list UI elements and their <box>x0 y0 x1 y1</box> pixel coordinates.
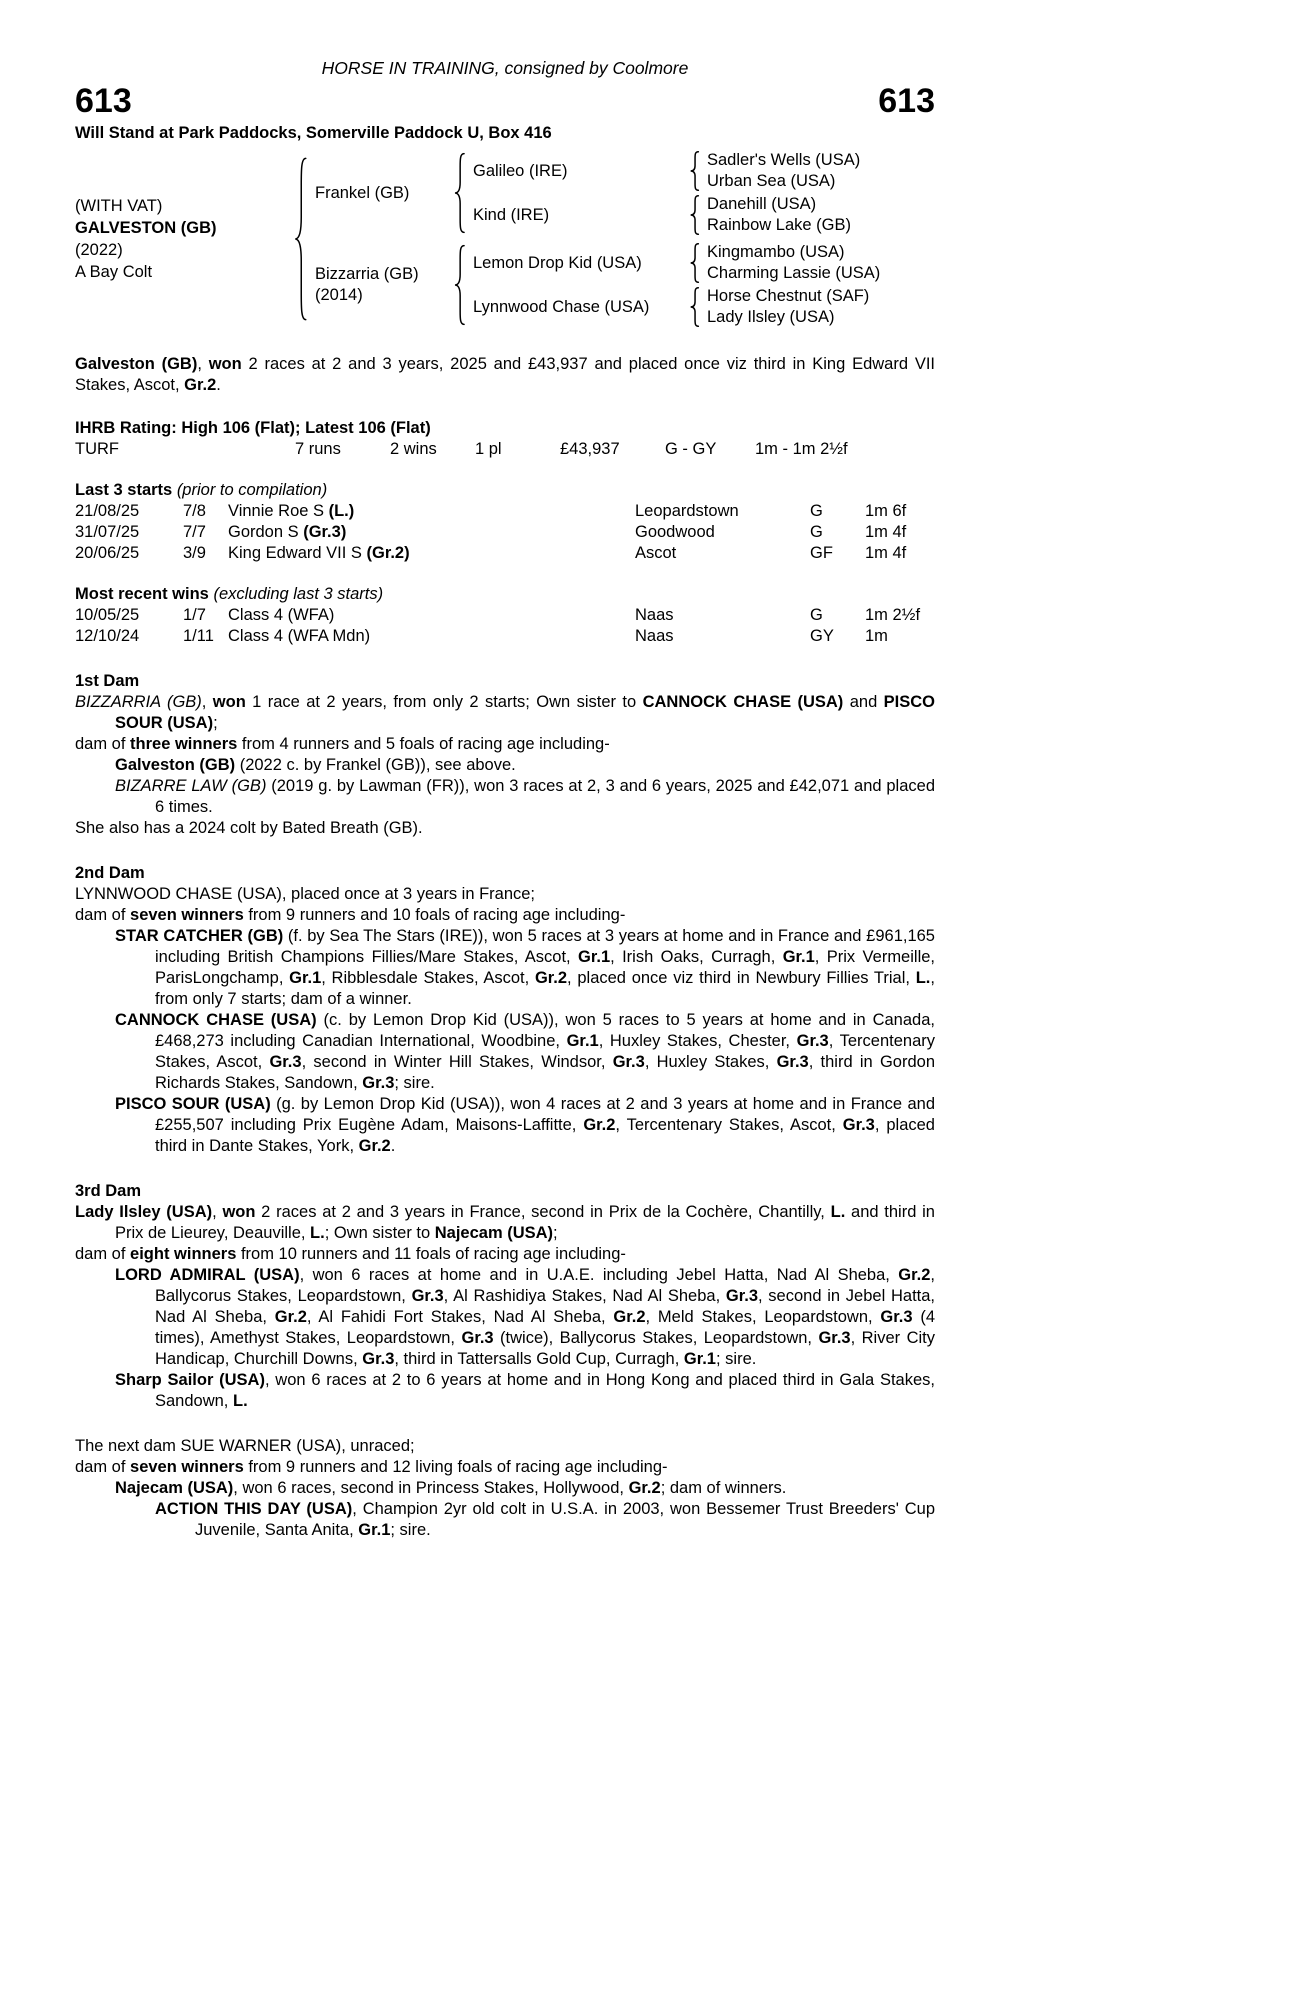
brace-icon <box>689 243 700 283</box>
race-going: GY <box>810 627 834 645</box>
dam-dam-name: Lynnwood Chase (USA) <box>473 297 650 316</box>
race-distance: 1m 4f <box>865 523 907 541</box>
dam1-intro: BIZZARRIA (GB), won 1 race at 2 years, from only 2 starts; Own sister to CANNOCK CHASE (USA) and PISCO SOUR (USA); <box>75 693 935 732</box>
great-grandparent-name: Charming Lassie (USA) <box>707 264 881 282</box>
horse-year: (2022) <box>75 241 123 259</box>
section-subtitle: (excluding last 3 starts) <box>213 585 384 603</box>
third-dam-section <box>75 1181 935 1412</box>
dam-year: (2014) <box>315 286 363 304</box>
earnings: £43,937 <box>560 440 620 458</box>
turf-summary-row <box>75 439 935 460</box>
ihrb-rating-line: IHRB Rating: High 106 (Flat); Latest 106 (Flat) <box>75 419 431 437</box>
places-count: 1 pl <box>475 440 502 458</box>
race-date: 31/07/25 <box>75 523 140 541</box>
race-distance: 1m 4f <box>865 544 907 562</box>
race-name: Class 4 (WFA Mdn) <box>228 627 371 645</box>
section-title: 2nd Dam <box>75 864 145 882</box>
offspring-galveston: Galveston (GB) (2022 c. by Frankel (GB)), see above. <box>115 756 516 774</box>
dam-name <box>315 264 453 306</box>
race-row <box>75 605 935 626</box>
great-grandparents <box>707 286 935 328</box>
great-grandparent-name: Urban Sea (USA) <box>707 172 836 190</box>
offspring-action-this-day: ACTION THIS DAY (USA), Champion 2yr old colt in U.S.A. in 2003, won Bessemer Trust Breeders' Cup Juvenile, Santa Anita, Gr.1; sire. <box>155 1500 935 1539</box>
brace-icon <box>453 152 466 234</box>
great-grandparent-name: Lady Ilsley (USA) <box>707 308 835 326</box>
race-going: G <box>810 523 823 541</box>
dam1-produce-note: dam of three winners from 4 runners and 5 foals of racing age including- <box>75 735 610 753</box>
horse-details <box>75 195 293 283</box>
wins-count: 2 wins <box>390 440 437 458</box>
race-distance: 1m 6f <box>865 502 907 520</box>
offspring-cannock-chase: CANNOCK CHASE (USA) (c. by Lemon Drop Kid (USA)), won 5 races to 5 years at home and in Canada, £468,273 including Canadian International, Woodbine, Gr.1, Huxley Stakes, Chester, Gr.3, Tercentenary Stakes, Ascot, Gr.3, second in Winter Hill Stakes, Windsor, Gr.3, Huxley Stakes, Gr.3, third in Gordon Richards Stakes, Sandown, Gr.3; sire. <box>115 1011 935 1092</box>
brace-icon <box>689 287 700 327</box>
race-venue: Naas <box>635 627 674 645</box>
next-dam-intro: The next dam SUE WARNER (USA), unraced; <box>75 1437 415 1455</box>
race-going: G <box>810 502 823 520</box>
brace-icon <box>689 151 700 191</box>
sire-name: Frankel (GB) <box>315 183 410 202</box>
great-grandparents <box>707 194 935 236</box>
distance-range: 1m - 1m 2½f <box>755 440 848 458</box>
dam-grandparents <box>473 242 935 328</box>
race-going: G <box>810 606 823 624</box>
dam3-intro: Lady Ilsley (USA), won 2 races at 2 and 3 years in France, second in Prix de la Cochère, Chantilly, L. and third in Prix de Lieurey, Deauville, L.; Own sister to Najecam (USA); <box>75 1203 935 1242</box>
lot-row <box>75 83 935 119</box>
horse-name: GALVESTON (GB) <box>75 219 217 237</box>
vat-note: (WITH VAT) <box>75 197 163 215</box>
sire-dam-branch <box>473 194 935 236</box>
dam2-produce-note: dam of seven winners from 9 runners and 10 foals of racing age including- <box>75 906 626 924</box>
race-date: 20/06/25 <box>75 544 140 562</box>
lot-number-left: 613 <box>75 82 132 120</box>
race-row <box>75 522 935 543</box>
race-position: 1/7 <box>183 606 206 624</box>
race-row <box>75 501 935 522</box>
runs-count: 7 runs <box>295 440 341 458</box>
race-name: Gordon S (Gr.3) <box>228 523 347 541</box>
dam-sire-name: Lemon Drop Kid (USA) <box>473 253 642 272</box>
section-heading <box>75 584 935 605</box>
section-title: 1st Dam <box>75 672 140 690</box>
most-recent-wins-section <box>75 584 935 647</box>
section-title: 3rd Dam <box>75 1182 142 1200</box>
race-going: GF <box>810 544 833 562</box>
race-venue: Naas <box>635 606 674 624</box>
race-position: 7/7 <box>183 523 206 541</box>
great-grandparent-name: Rainbow Lake (GB) <box>707 216 851 234</box>
race-name: King Edward VII S (Gr.2) <box>228 544 410 562</box>
race-row <box>75 543 935 564</box>
offspring-sharp-sailor: Sharp Sailor (USA), won 6 races at 2 to 6 years at home and in Hong Kong and placed third in Gala Stakes, Sandown, L. <box>115 1371 935 1410</box>
race-venue: Goodwood <box>635 523 715 541</box>
sire-branch <box>315 150 935 236</box>
race-row <box>75 626 935 647</box>
dam-dam-branch <box>473 286 935 328</box>
offspring-pisco-sour: PISCO SOUR (USA) (g. by Lemon Drop Kid (USA)), won 4 races at 2 and 3 years at home and in France and £255,507 including Prix Eugène Adam, Maisons-Laffitte, Gr.2, Tercentenary Stakes, Ascot, Gr.3, placed third in Dante Stakes, York, Gr.2. <box>115 1095 936 1155</box>
race-position: 7/8 <box>183 502 206 520</box>
race-distance: 1m 2½f <box>865 606 921 624</box>
dam1-foal-note: She also has a 2024 colt by Bated Breath (GB). <box>75 819 423 837</box>
consignor-line: HORSE IN TRAINING, consigned by Coolmore <box>321 58 689 78</box>
offspring-star-catcher: STAR CATCHER (GB) (f. by Sea The Stars (IRE)), won 5 races at 3 years at home and in France and £961,165 including British Champions Fillies/Mare Stakes, Ascot, Gr.1, Irish Oaks, Curragh, Gr.1, Prix Vermeille, ParisLongchamp, Gr.1, Ribblesdale Stakes, Ascot, Gr.2, placed once viz third in Newbury Fillies Trial, L., from only 7 starts; dam of a winner. <box>115 927 935 1008</box>
great-grandparents <box>707 150 935 192</box>
dam-name-text: Bizzarria (GB) <box>315 265 419 283</box>
brace-icon <box>453 244 466 326</box>
race-position: 3/9 <box>183 544 206 562</box>
race-date: 21/08/25 <box>75 502 140 520</box>
race-venue: Ascot <box>635 544 677 562</box>
race-venue: Leopardstown <box>635 502 739 520</box>
second-dam-section <box>75 863 935 1157</box>
dam2-intro: LYNNWOOD CHASE (USA), placed once at 3 years in France; <box>75 885 536 903</box>
section-title: Last 3 starts <box>75 481 173 499</box>
section-subtitle: (prior to compilation) <box>176 481 328 499</box>
race-record-summary: Galveston (GB), won 2 races at 2 and 3 years, 2025 and £43,937 and placed once viz third in King Edward VII Stakes, Ascot, Gr.2. <box>75 355 935 394</box>
first-dam-section <box>75 671 935 839</box>
offspring-lord-admiral: LORD ADMIRAL (USA), won 6 races at home and in U.A.E. including Jebel Hatta, Nad Al Sheba, Gr.2, Ballycorus Stakes, Leopardstown, Gr.3, Al Rashidiya Stakes, Nad Al Sheba, Gr.3, second in Jebel Hatta, Nad Al Sheba, Gr.2, Al Fahidi Fort Stakes, Nad Al Sheba, Gr.2, Meld Stakes, Leopardstown, Gr.3 (4 times), Amethyst Stakes, Leopardstown, Gr.3 (twice), Ballycorus Stakes, Leopardstown, Gr.3, River City Handicap, Churchill Downs, Gr.3, third in Tattersalls Gold Cup, Curragh, Gr.1; sire. <box>115 1266 936 1368</box>
going-range: G - GY <box>665 440 717 458</box>
surface-label: TURF <box>75 440 119 458</box>
great-grandparent-name: Sadler's Wells (USA) <box>707 151 861 169</box>
dam-sire-branch <box>473 242 935 284</box>
great-grandparent-name: Horse Chestnut (SAF) <box>707 287 870 305</box>
great-grandparent-name: Danehill (USA) <box>707 195 817 213</box>
section-title: Most recent wins <box>75 585 209 603</box>
race-date: 10/05/25 <box>75 606 140 624</box>
race-date: 12/10/24 <box>75 627 140 645</box>
sire-dam-name: Kind (IRE) <box>473 205 550 224</box>
stand-location-line: Will Stand at Park Paddocks, Somerville Paddock U, Box 416 <box>75 124 552 142</box>
lot-number-right: 613 <box>878 82 935 120</box>
offspring-bizarre-law: BIZARRE LAW (GB) (2019 g. by Lawman (FR)), won 3 races at 2, 3 and 6 years, 2025 and £42,071 and placed 6 times. <box>115 777 935 816</box>
pedigree-generation-1 <box>315 150 935 328</box>
section-heading <box>75 480 935 501</box>
last-3-starts-section <box>75 480 935 564</box>
offspring-najecam: Najecam (USA), won 6 races, second in Princess Stakes, Hollywood, Gr.2; dam of winners. <box>115 1479 787 1497</box>
great-grandparents <box>707 242 935 284</box>
next-dam-section <box>75 1436 935 1541</box>
dam3-produce-note: dam of eight winners from 10 runners and 11 foals of racing age including- <box>75 1245 626 1263</box>
brace-icon <box>293 155 308 323</box>
horse-description: A Bay Colt <box>75 263 153 281</box>
sire-sire-name: Galileo (IRE) <box>473 161 568 180</box>
next-dam-produce-note: dam of seven winners from 9 runners and 12 living foals of racing age including- <box>75 1458 668 1476</box>
catalogue-page <box>75 0 935 1541</box>
race-name: Vinnie Roe S (L.) <box>228 502 355 520</box>
dam-branch <box>315 242 935 328</box>
brace-icon <box>689 195 700 235</box>
pedigree-table <box>75 150 935 328</box>
race-distance: 1m <box>865 627 888 645</box>
great-grandparent-name: Kingmambo (USA) <box>707 243 845 261</box>
sire-sire-branch <box>473 150 935 192</box>
race-position: 1/11 <box>183 627 214 645</box>
race-name: Class 4 (WFA) <box>228 606 335 624</box>
sire-grandparents <box>473 150 935 236</box>
